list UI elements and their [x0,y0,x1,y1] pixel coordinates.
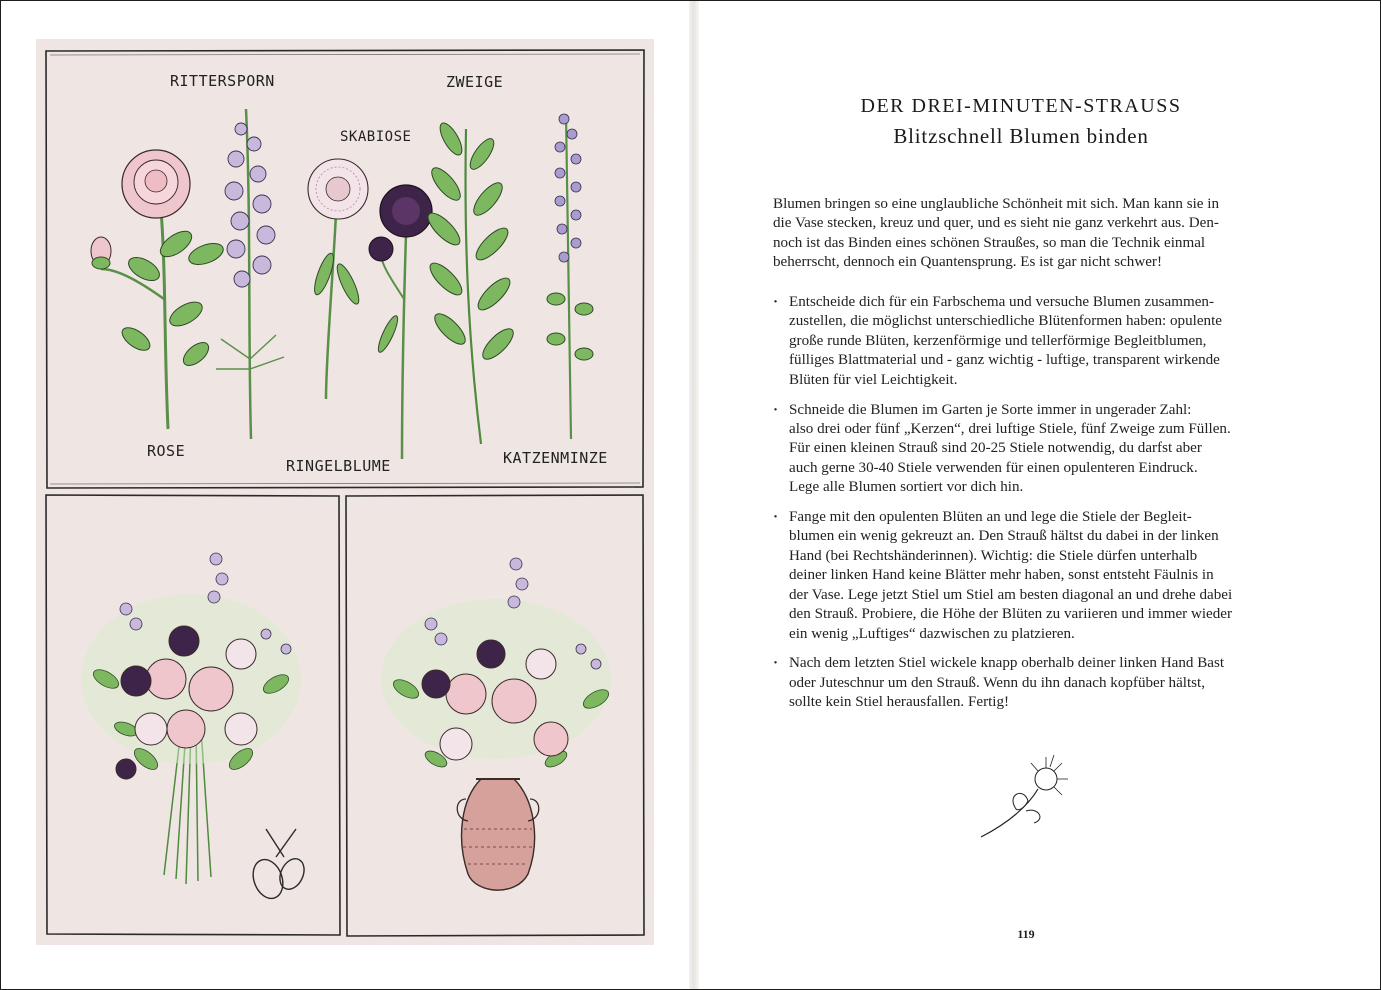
botanical-illustration [36,39,654,945]
instruction-item [773,654,1281,712]
item-line: deiner linken Hand keine Blätter mehr haben, sonst entsteht Fäulnis in [789,567,1214,584]
instruction-item [773,293,1281,390]
flower-sketch-icon [976,749,1086,844]
intro-line: beherrscht, dennoch ein Quantensprung. Es ist gar nicht schwer! [773,254,1162,271]
vase-bouquet-drawing [381,558,612,890]
item-line: · Nach dem letzten Stiel wickele knapp oberhalb deiner linken Hand Bast [789,655,1225,672]
page-subtitle: Blitzschnell Blumen binden [893,124,1149,148]
item-line: Lege alle Blumen sortiert vor dich hin. [789,479,1024,496]
intro-line: noch ist das Binden eines schönen Straußes, so man die Technik einmal [773,234,1206,251]
item-line: Für einen kleinen Strauß sind 20-25 Stiele notwendig, du darfst aber [789,440,1202,457]
instruction-item [773,401,1281,498]
label-skabiose: SKABIOSE [340,129,412,145]
item-line: den Strauß. Probiere, die Höhe der Blüten zu variieren und immer wieder [789,606,1233,623]
item-line: Hand (bei Rechtshänderinnen). Wichtig: die Stiele dürfen unterhalb [789,547,1198,564]
item-line: ein wenig „Luftiges“ dazwischen zu platzieren. [789,625,1075,642]
label-rose: ROSE [147,442,186,460]
delphinium-drawing [216,109,284,439]
item-line: auch gerne 30-40 Stiele verwenden für einen opulenteren Eindruck. [789,459,1198,476]
item-line: · Entscheide dich für ein Farbschema und versuche Blumen zusammen- [789,294,1215,310]
scabiosa-light-drawing [308,159,368,399]
intro-line: Blumen bringen so eine unglaubliche Schönheit mit sich. Man kann sie in [773,196,1220,212]
item-line: der Vase. Lege jetzt Stiel um Stiel am besten diagonal an und drehe dabei [789,586,1233,603]
branch-drawing [423,120,517,444]
item-line: Blüten für viel Leichtigkeit. [789,371,958,388]
book-gutter [689,1,699,990]
item-line: oder Juteschnur um den Strauß. Wenn du ihn danach kopfüber hältst, [789,674,1206,691]
scissors-drawing [248,829,309,903]
item-line: sollte kein Stiel herausfallen. Fertig! [789,694,1010,711]
intro-line: die Vase stecken, kreuz und quer, und es sieht nie ganz verkehrt aus. Den- [773,215,1219,232]
item-line: · Fange mit den opulenten Blüten an und lege die Stiele der Begleit- [789,509,1192,526]
page-heading [763,91,1279,151]
label-zweige: ZWEIGE [446,73,504,91]
vase-shape [457,779,539,890]
illustration-artwork [36,39,654,945]
scabiosa-dark-drawing [369,185,432,459]
item-line: blumen ein wenig gekreuzt an. Den Strauß hältst du dabei in der linken [789,528,1219,545]
catmint-drawing [547,114,593,439]
page-title: DER DREI-MINUTEN-STRAUSS [860,95,1182,117]
item-line: fülliges Blattmaterial und - ganz wichtig - luftige, transparent wirkende [789,352,1220,369]
instruction-list [773,293,1281,723]
item-line: große runde Blüten, kerzenförmige und tellerförmige Begleitblumen, [789,332,1207,349]
label-ringelblume: RINGELBLUME [286,457,391,475]
label-katzenminze: KATZENMINZE [503,449,608,467]
instruction-item [773,508,1281,644]
page-number: 119 [1017,927,1035,941]
tied-bouquet-drawing [81,553,309,903]
item-line: also drei oder fünf „Kerzen“, drei luftige Stiele, fünf Zweige zum Füllen. [789,420,1231,437]
item-line: · Schneide die Blumen im Garten je Sorte immer in ungerader Zahl: [789,401,1192,418]
item-line: zustellen, die möglichst unterschiedliche Blütenformen haben: opulente [789,313,1222,330]
rose-drawing [91,150,226,429]
label-rittersporn: RITTERSPORN [170,72,275,90]
intro-paragraph [773,195,1281,273]
